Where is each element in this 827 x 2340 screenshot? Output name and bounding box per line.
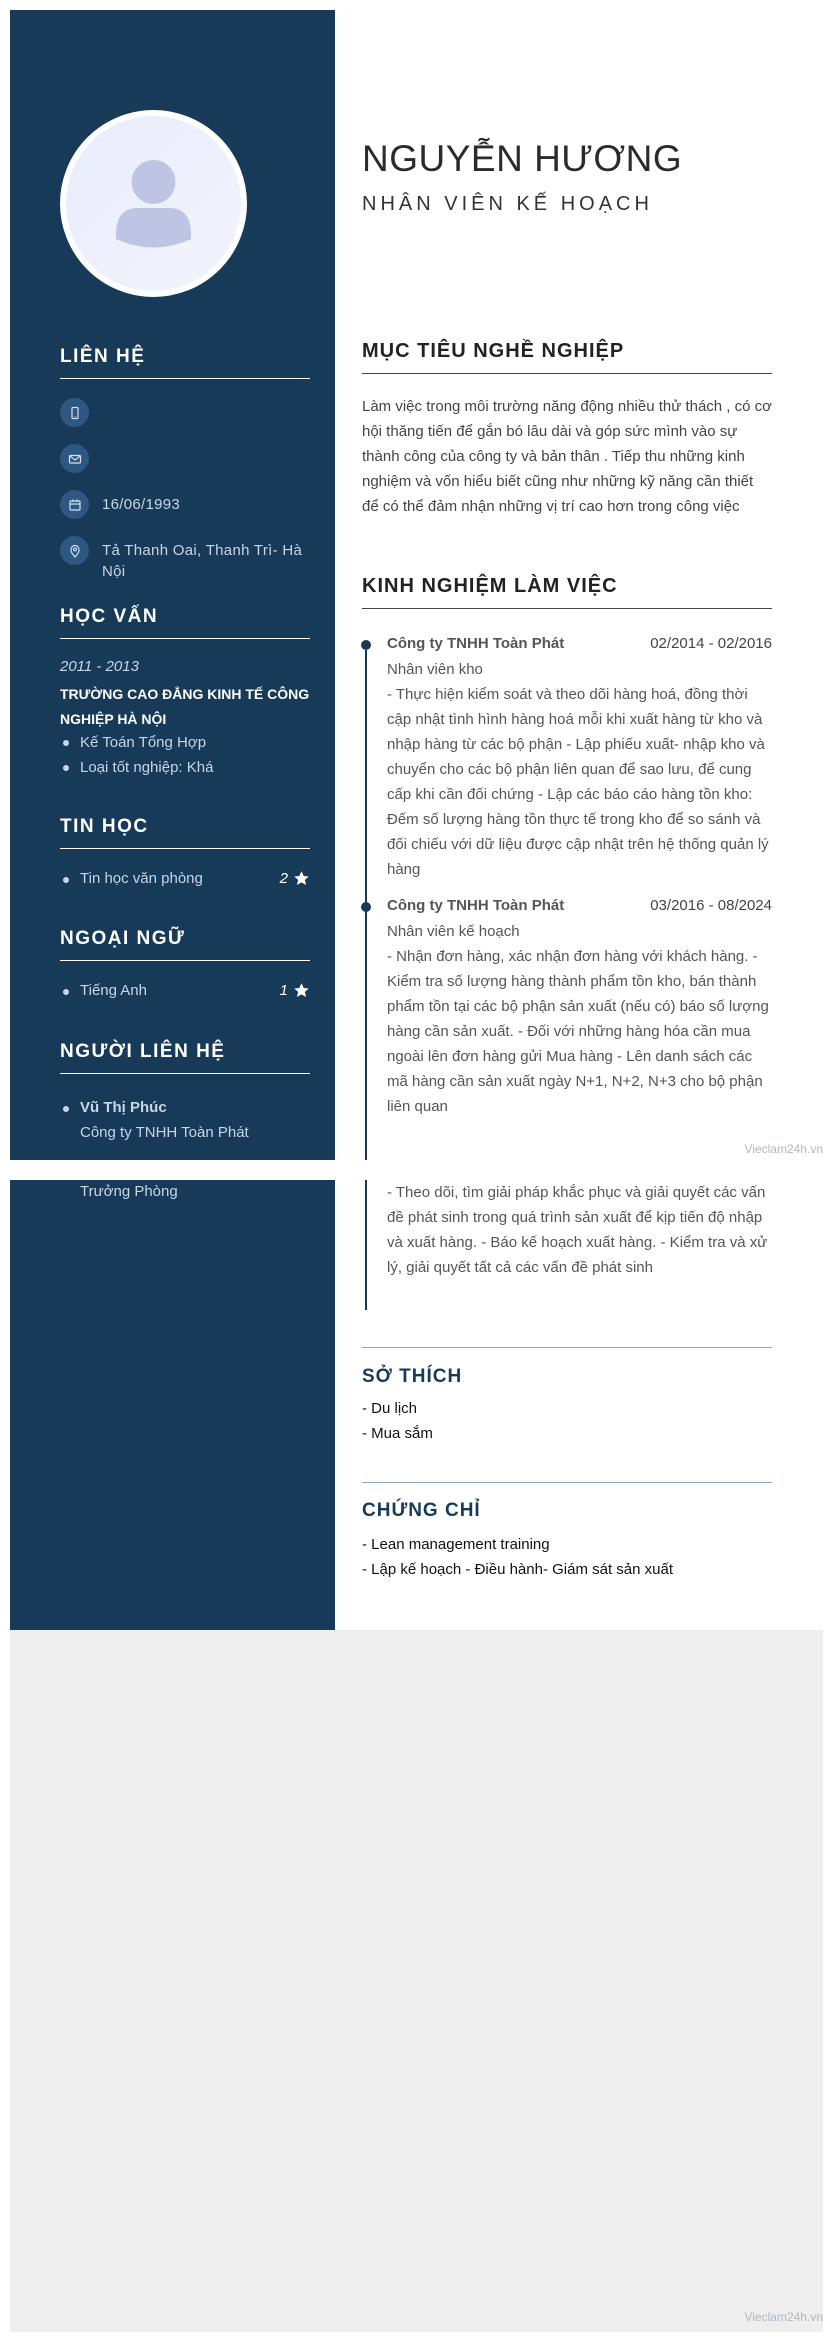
hobbies-list xyxy=(362,1396,782,1446)
language-level: 1 xyxy=(279,982,288,999)
candidate-name: NGUYỄN HƯƠNG xyxy=(362,138,683,179)
reference-position: Trưởng Phòng xyxy=(80,1183,178,1200)
divider xyxy=(362,1482,772,1483)
timeline-dot xyxy=(361,640,371,650)
job-role: Nhân viên kho xyxy=(387,661,483,678)
job-desc: - Nhận đơn hàng, xác nhận đơn hàng với khách hàng. - Kiểm tra số lượng hàng thành phẩm tồn kho, bán thành phẩm tồn tại các bộ phận sản xuất (nếu có) báo số lượng hàng cần sản xuất. - Đối với những hàng hóa cần mua ngoài lên đơn hàng gửi Mua hàng - Lên danh sách các mã hàng cần sản xuất ngày N+1, N+2, N+3 cho bộ phận liên quan xyxy=(387,948,769,1115)
objective-heading: MỤC TIÊU NGHỀ NGHIỆP xyxy=(362,340,772,374)
watermark: Vieclam24h.vn xyxy=(744,1142,823,1156)
job-description-continued: - Theo dõi, tìm giải pháp khắc phục và giải quyết các vấn đề phát sinh trong quá trình sản xuất để kịp tiến độ nhập và xuất hàng. - Báo kế hoạch xuất hàng. - Kiểm tra và xử lý, giải quyết tất cả các vấn đề phát sinh xyxy=(387,1184,768,1276)
list-item: Kế Toán Tổng Hợp xyxy=(60,730,320,755)
location-icon xyxy=(60,536,89,565)
contact-phone xyxy=(60,398,315,427)
hobbies-heading: SỞ THÍCH xyxy=(362,1366,463,1387)
language-heading: NGOẠI NGỮ xyxy=(60,928,310,961)
education-school: TRƯỜNG CAO ĐẲNG KINH TẾ CÔNG NGHIỆP HÀ NỘI xyxy=(60,686,310,727)
contact-heading: LIÊN HỆ xyxy=(60,346,310,379)
language-skill xyxy=(60,980,310,1004)
list-item: - Du lịch xyxy=(362,1400,418,1417)
cv-page-1 xyxy=(10,10,823,1160)
job-company: Công ty TNHH Toàn Phát xyxy=(387,635,565,652)
timeline-dot xyxy=(361,902,371,912)
cv-page-2 xyxy=(10,1180,823,2332)
list-item: - Mua sắm xyxy=(362,1425,433,1442)
calendar-icon xyxy=(60,490,89,519)
job-role: Nhân viên kế hoạch xyxy=(387,923,520,940)
certificates-heading: CHỨNG CHỈ xyxy=(362,1500,481,1521)
job-dates: 03/2016 - 08/2024 xyxy=(650,897,772,914)
job-description xyxy=(387,919,772,1119)
language-name: Tiếng Anh xyxy=(80,982,147,999)
job-dates: 02/2014 - 02/2016 xyxy=(650,635,772,652)
education-years: 2011 - 2013 xyxy=(60,658,139,675)
skill-level: 2 xyxy=(279,870,288,887)
star-icon xyxy=(293,870,310,887)
star-icon xyxy=(293,982,310,999)
contact-email xyxy=(60,444,315,473)
list-item: Loại tốt nghiệp: Khá xyxy=(60,755,320,780)
it-heading: TIN HỌC xyxy=(60,816,310,849)
job-desc: - Thực hiện kiểm soát và theo dõi hàng hoá, đồng thời cập nhật tình hình hàng hoá mỗi khi xuất hàng từ kho và nhập hàng từ các bộ phận - Lập phiếu xuất- nhập kho và chuyển cho các bộ phận liên quan để sao lưu, để cung cấp khi cần đối chứng - Lập các báo cáo hàng tồn kho: Đếm số lượng hàng tồn thực tế trong kho để so sánh và đối chiếu với dữ liệu được cập nhật trên hệ thống quản lý hàng xyxy=(387,686,769,878)
timeline xyxy=(365,1180,367,1310)
email-icon xyxy=(60,444,89,473)
list-item: - Lean management training xyxy=(362,1536,550,1553)
phone-icon xyxy=(60,398,89,427)
skill-name: Tin học văn phòng xyxy=(80,870,203,887)
reference-company: Công ty TNHH Toàn Phát xyxy=(80,1124,249,1141)
contact-address xyxy=(60,536,315,582)
objective-text: Làm việc trong môi trường năng động nhiều thử thách , có cơ hội thăng tiến để gắn bó lâu dài và góp sức mình vào sự thành công của công ty và bản thân . Tiếp thu những kinh nghiệm và vốn hiểu biết cũng như những kỹ năng cần thiết để có thể đảm nhận những vị trí cao hơn trong công việc xyxy=(362,398,772,515)
candidate-title: NHÂN VIÊN KẾ HOẠCH xyxy=(362,193,653,215)
job-company: Công ty TNHH Toàn Phát xyxy=(387,897,565,914)
divider xyxy=(362,1347,772,1348)
reference-heading: NGƯỜI LIÊN HỆ xyxy=(60,1041,310,1074)
experience-heading: KINH NGHIỆM LÀM VIỆC xyxy=(362,575,772,609)
sidebar xyxy=(10,1180,335,1630)
list-item: - Lập kế hoạch - Điều hành- Giám sát sản xuất xyxy=(362,1561,674,1578)
reference-name: Vũ Thị Phúc xyxy=(80,1099,167,1116)
education-heading: HỌC VẤN xyxy=(60,606,310,639)
job-description xyxy=(387,657,772,882)
it-skill xyxy=(60,868,310,892)
avatar xyxy=(60,110,247,297)
sidebar xyxy=(10,10,335,1160)
birthday-value: 16/06/1993 xyxy=(102,496,181,513)
education-details xyxy=(60,730,320,780)
address-value: Tả Thanh Oai, Thanh Trì- Hà Nội xyxy=(102,542,303,580)
contact-birthday xyxy=(60,490,315,519)
watermark: Vieclam24h.vn xyxy=(744,2310,823,2324)
user-avatar-icon xyxy=(66,116,241,291)
certificates-list xyxy=(362,1532,782,1582)
